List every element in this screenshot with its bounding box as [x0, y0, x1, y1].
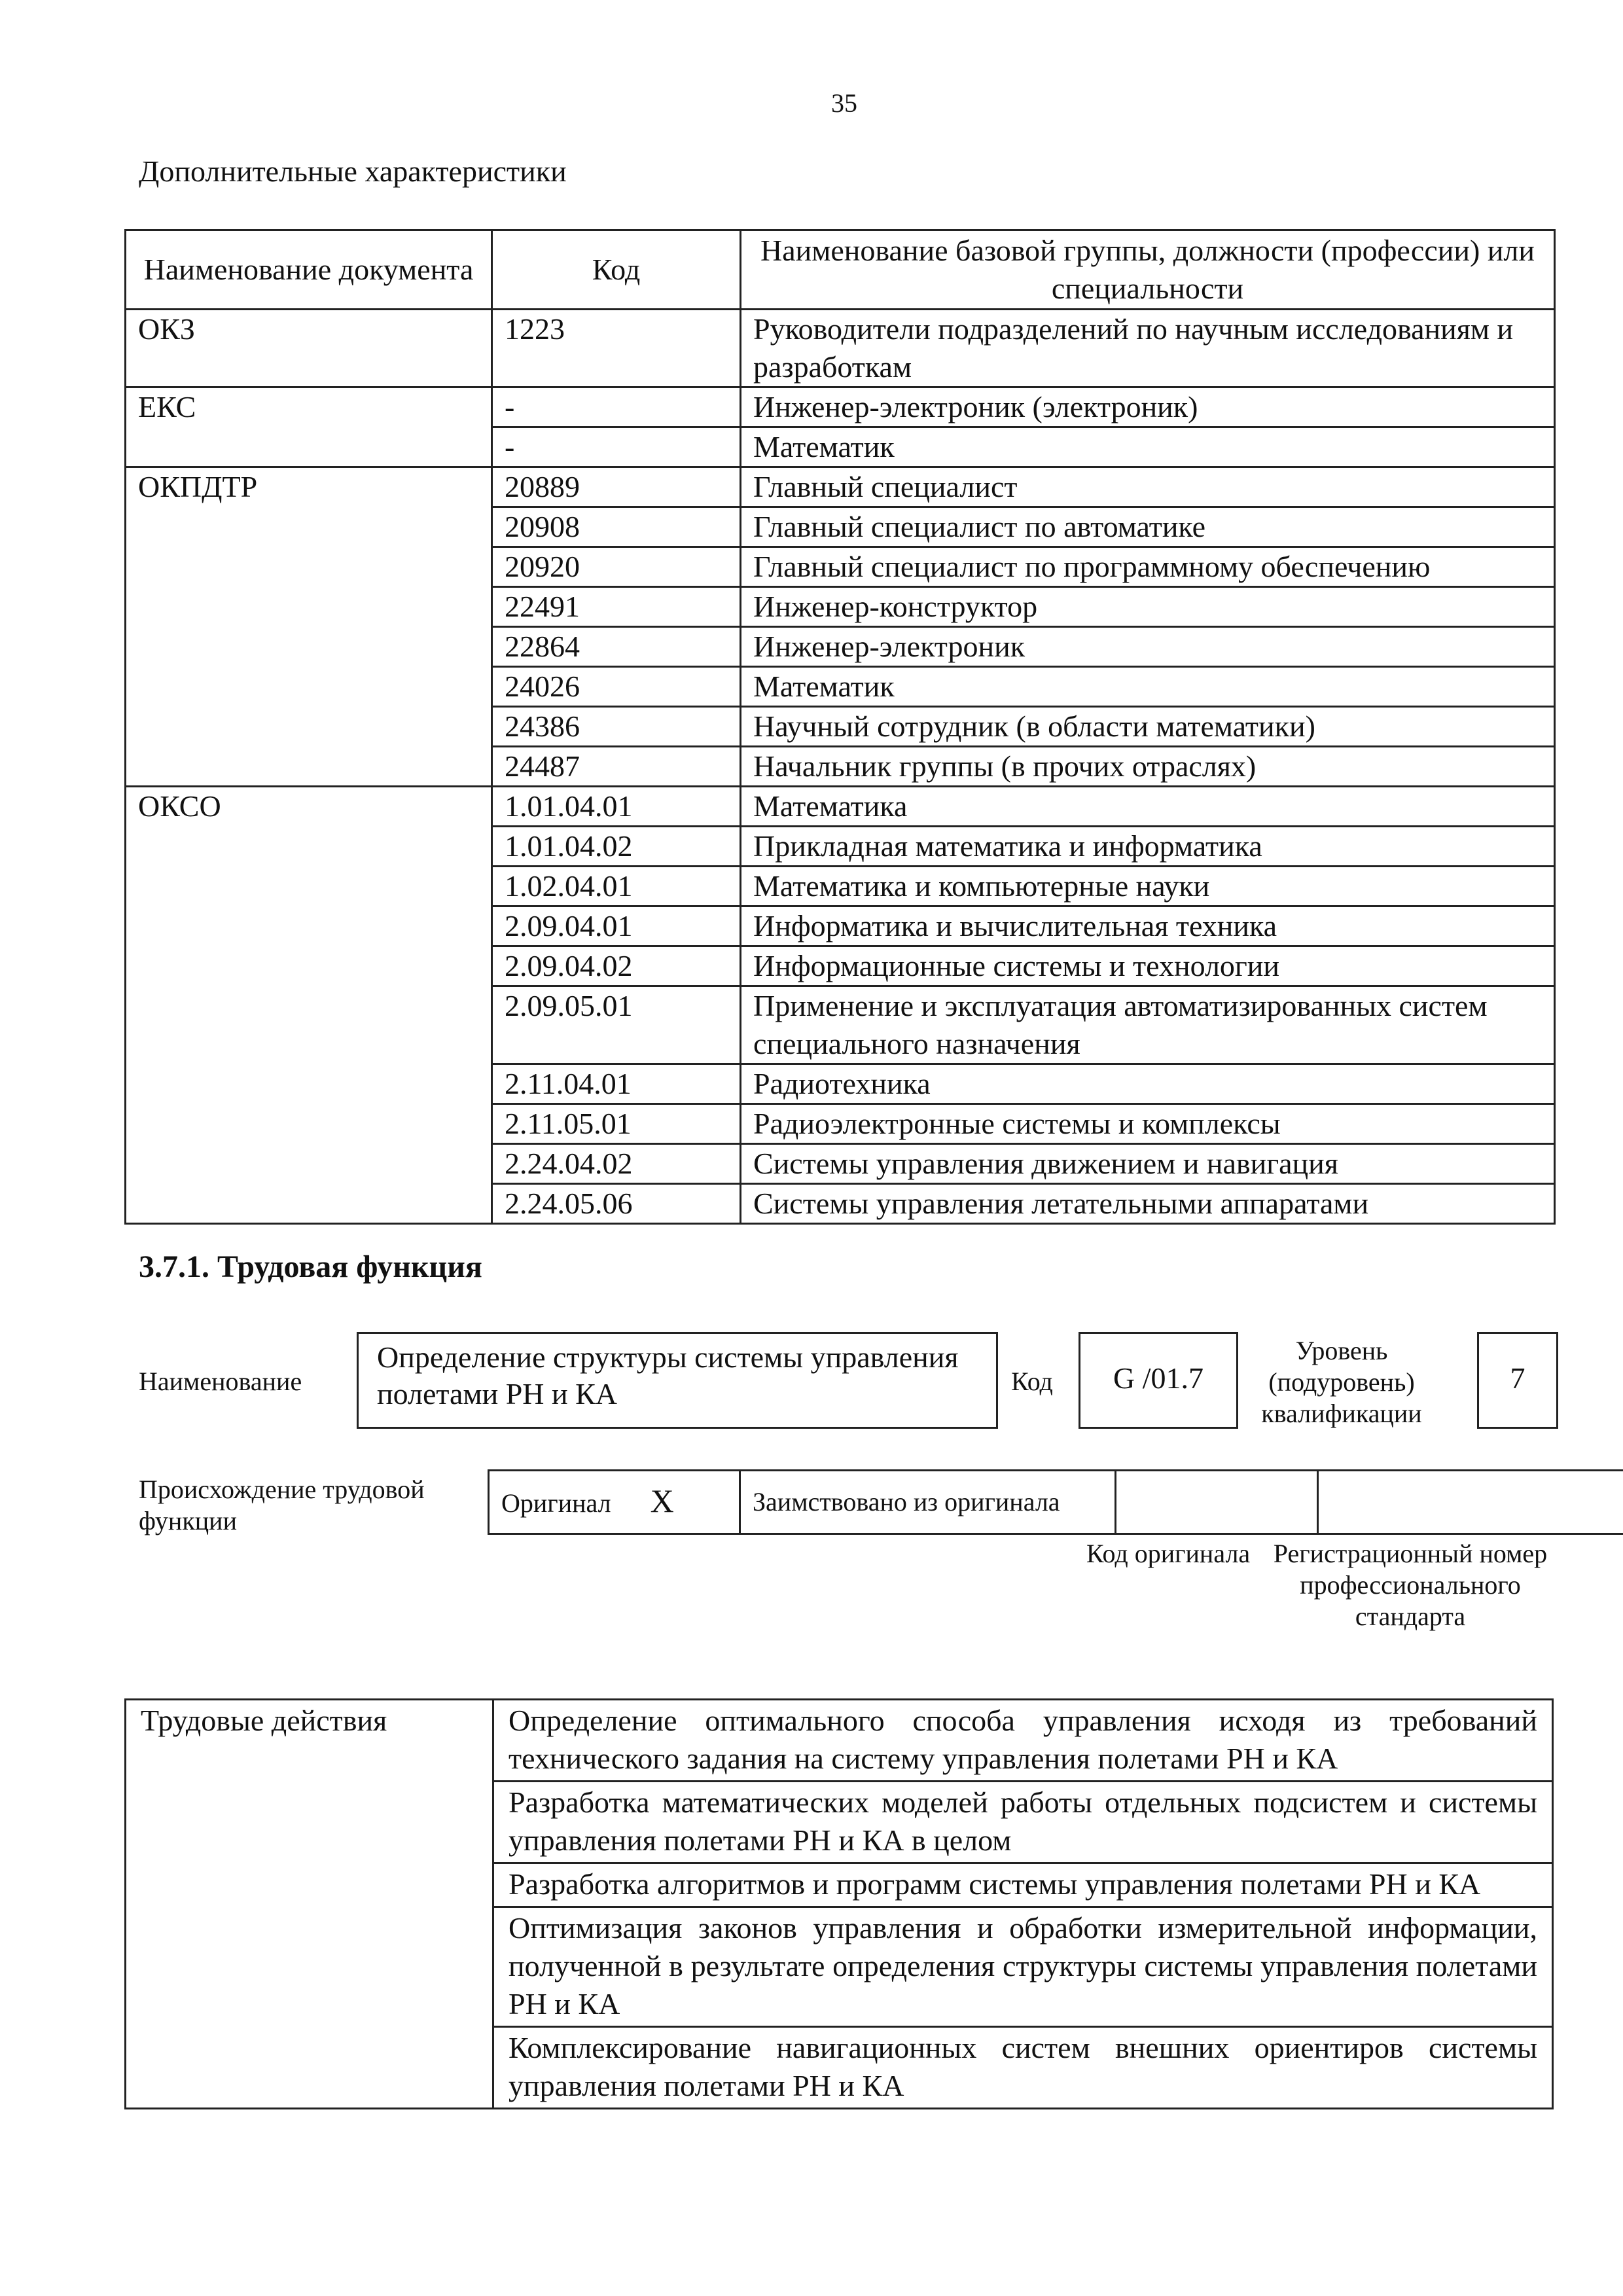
cell-doc	[126, 1104, 492, 1144]
cell-doc: ЕКС	[126, 387, 492, 427]
labor-actions-label-cell: Трудовые действия	[126, 1700, 493, 1782]
cell-code: 1.02.04.01	[492, 867, 741, 906]
additional-table-body	[126, 310, 1555, 1224]
cell-doc	[126, 827, 492, 867]
table-row	[126, 707, 1555, 747]
cell-name: Инженер-электроник (электроник)	[741, 387, 1555, 427]
cell-code: 24487	[492, 747, 741, 787]
cell-doc	[126, 986, 492, 1064]
cell-doc	[126, 906, 492, 946]
cell-doc	[126, 747, 492, 787]
cell-doc: ОКСО	[126, 787, 492, 827]
cell-doc	[126, 587, 492, 627]
labor-actions-label-cell	[126, 1863, 493, 1907]
cell-name: Руководители подразделений по научным исследованиям и разработкам	[741, 310, 1555, 387]
table-row	[126, 507, 1555, 547]
labor-action-row	[126, 1782, 1553, 1863]
cell-name: Инженер-электроник	[741, 627, 1555, 667]
cell-name: Радиотехника	[741, 1064, 1555, 1104]
cell-name: Главный специалист по автоматике	[741, 507, 1555, 547]
cell-code: 2.24.05.06	[492, 1184, 741, 1224]
section-heading: Дополнительные характеристики	[139, 154, 567, 188]
cell-doc	[126, 547, 492, 587]
labor-actions-body	[126, 1700, 1553, 2109]
labor-actions-label-cell	[126, 1907, 493, 2027]
cell-code: 20920	[492, 547, 741, 587]
cell-name: Информатика и вычислительная техника	[741, 906, 1555, 946]
cell-code: 1.01.04.01	[492, 787, 741, 827]
qualification-level: 7	[1477, 1332, 1558, 1429]
labor-actions-table	[124, 1698, 1554, 2109]
cell-code: 2.09.04.02	[492, 946, 741, 986]
cell-name: Главный специалист	[741, 467, 1555, 507]
table-row	[126, 867, 1555, 906]
cell-doc	[126, 1144, 492, 1184]
cell-name: Научный сотрудник (в области математики)	[741, 707, 1555, 747]
table-row	[126, 986, 1555, 1064]
table-row	[126, 827, 1555, 867]
function-name: Определение структуры системы управления полетами РН и КА	[357, 1332, 998, 1429]
caption-original-code: Код оригинала	[1086, 1539, 1251, 1568]
cell-code: 20889	[492, 467, 741, 507]
cell-doc	[126, 667, 492, 707]
cell-code: 22491	[492, 587, 741, 627]
additional-characteristics-table	[124, 229, 1556, 1225]
registration-number-cell	[1318, 1471, 1623, 1534]
original-label: Оригинал	[501, 1488, 611, 1518]
table-row	[126, 547, 1555, 587]
labor-action-row	[126, 2027, 1553, 2109]
labor-action: Разработка математических моделей работы отдельных подсистем и системы управления полетами РН и КА в целом	[493, 1782, 1553, 1863]
name-label: Наименование	[139, 1367, 302, 1396]
origin-table	[488, 1469, 1623, 1535]
caption-registration-number: Регистрационный номер профессионального стандарта	[1273, 1539, 1548, 1631]
cell-code: 2.11.05.01	[492, 1104, 741, 1144]
original-cell	[489, 1471, 740, 1534]
header-code: Код	[492, 230, 741, 310]
table-row	[126, 787, 1555, 827]
labor-action: Комплексирование навигационных систем внешних ориентиров системы управления полетами РН и КА	[493, 2027, 1553, 2109]
cell-name: Применение и эксплуатация автоматизированных систем специального назначения	[741, 986, 1555, 1064]
cell-code: 1.01.04.02	[492, 827, 741, 867]
function-code: G /01.7	[1079, 1332, 1238, 1429]
table-row	[126, 387, 1555, 427]
cell-doc	[126, 1184, 492, 1224]
table-row	[126, 667, 1555, 707]
table-row	[126, 1184, 1555, 1224]
cell-doc	[126, 627, 492, 667]
cell-code: 22864	[492, 627, 741, 667]
cell-name: Информационные системы и технологии	[741, 946, 1555, 986]
level-label: Уровень (подуровень) квалификации	[1261, 1336, 1422, 1428]
table-row	[126, 310, 1555, 387]
cell-name: Начальник группы (в прочих отраслях)	[741, 747, 1555, 787]
table-row	[126, 747, 1555, 787]
cell-name: Математика	[741, 787, 1555, 827]
labor-actions-label-cell	[126, 2027, 493, 2109]
table-row	[126, 467, 1555, 507]
labor-actions-label-cell	[126, 1782, 493, 1863]
cell-code: 24026	[492, 667, 741, 707]
original-mark: X	[650, 1482, 674, 1519]
page-number: 35	[831, 88, 857, 118]
cell-code: 20908	[492, 507, 741, 547]
header-doc: Наименование документа	[126, 230, 492, 310]
labor-action-row	[126, 1700, 1553, 1782]
cell-code: 24386	[492, 707, 741, 747]
cell-code: 2.09.04.01	[492, 906, 741, 946]
table-row	[126, 906, 1555, 946]
cell-name: Математика и компьютерные науки	[741, 867, 1555, 906]
cell-name: Математик	[741, 667, 1555, 707]
cell-name: Системы управления движением и навигация	[741, 1144, 1555, 1184]
labor-action: Разработка алгоритмов и программ системы управления полетами РН и КА	[493, 1863, 1553, 1907]
labor-action: Оптимизация законов управления и обработки измерительной информации, полученной в результате определения структуры системы управления полетами РН и КА	[493, 1907, 1553, 2027]
labor-function-heading: 3.7.1. Трудовая функция	[139, 1249, 482, 1284]
table-row	[126, 627, 1555, 667]
table-row	[126, 587, 1555, 627]
cell-doc	[126, 427, 492, 467]
cell-name: Системы управления летательными аппаратами	[741, 1184, 1555, 1224]
original-code-cell	[1116, 1471, 1318, 1534]
cell-name: Инженер-конструктор	[741, 587, 1555, 627]
cell-code: 2.09.05.01	[492, 986, 741, 1064]
cell-code: -	[492, 427, 741, 467]
header-name: Наименование базовой группы, должности (профессии) или специальности	[741, 230, 1555, 310]
cell-doc	[126, 867, 492, 906]
labor-action-row	[126, 1907, 1553, 2027]
cell-name: Главный специалист по программному обеспечению	[741, 547, 1555, 587]
cell-name: Прикладная математика и информатика	[741, 827, 1555, 867]
labor-action-row	[126, 1863, 1553, 1907]
cell-doc: ОКЗ	[126, 310, 492, 387]
table-row	[126, 427, 1555, 467]
cell-name: Математик	[741, 427, 1555, 467]
cell-doc: ОКПДТР	[126, 467, 492, 507]
labor-action: Определение оптимального способа управления исходя из требований технического задания на систему управления полетами РН и КА	[493, 1700, 1553, 1782]
cell-doc	[126, 507, 492, 547]
borrowed-label: Заимствовано из оригинала	[740, 1471, 1116, 1534]
table-row	[126, 946, 1555, 986]
cell-doc	[126, 707, 492, 747]
cell-code: 2.11.04.01	[492, 1064, 741, 1104]
cell-doc	[126, 946, 492, 986]
cell-name: Радиоэлектронные системы и комплексы	[741, 1104, 1555, 1144]
table-row	[126, 1064, 1555, 1104]
code-label: Код	[1011, 1367, 1053, 1396]
cell-code: 2.24.04.02	[492, 1144, 741, 1184]
table-row	[126, 1144, 1555, 1184]
table-row	[126, 1104, 1555, 1144]
cell-code: -	[492, 387, 741, 427]
cell-code: 1223	[492, 310, 741, 387]
origin-label: Происхождение трудовой функции	[139, 1475, 425, 1535]
cell-doc	[126, 1064, 492, 1104]
